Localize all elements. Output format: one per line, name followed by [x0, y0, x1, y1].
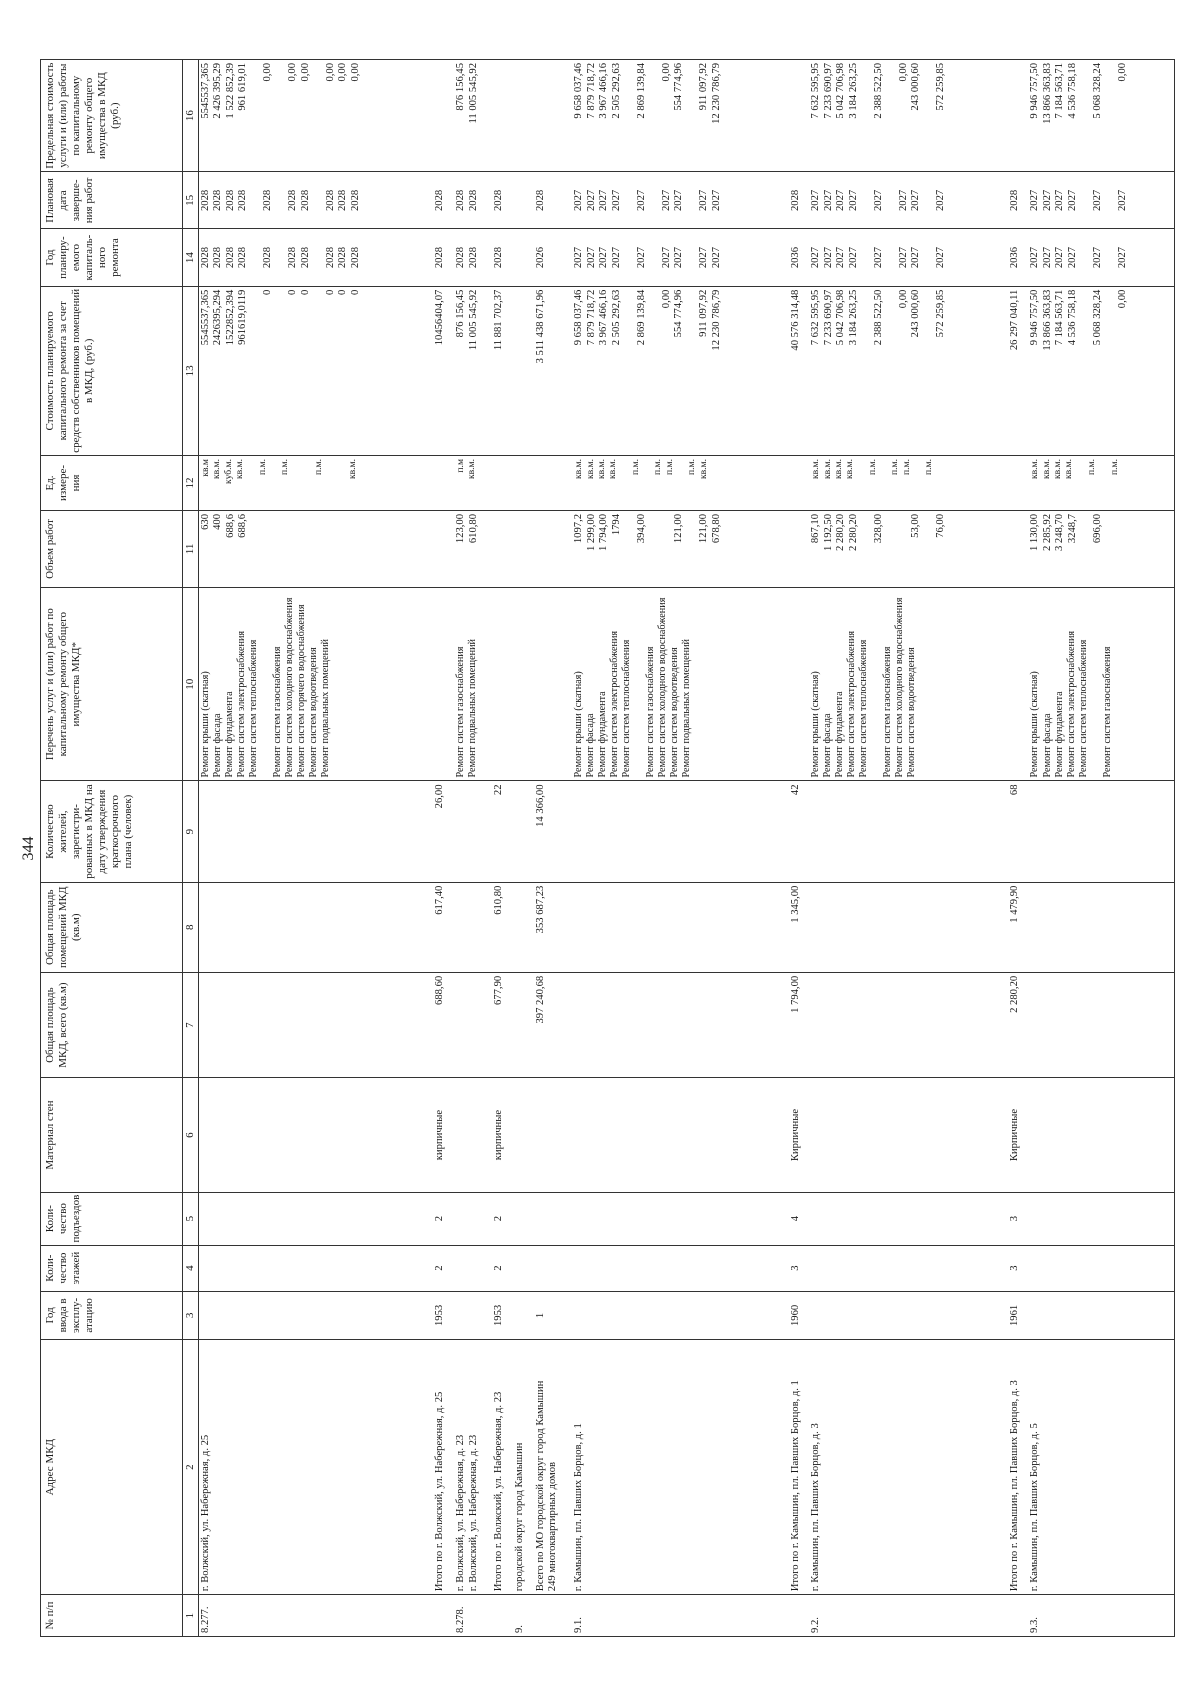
cost-cell	[513, 286, 534, 455]
column-number: 15	[183, 172, 199, 229]
commission-year-cell: 1960	[789, 1291, 810, 1339]
floors-cell	[198, 1245, 433, 1291]
commission-year-cell	[809, 1291, 1008, 1339]
cost-cell: 40 576 314,48	[789, 286, 810, 455]
table-body	[198, 60, 1174, 1637]
column-number: 6	[183, 1078, 199, 1192]
cost-cell: 7 632 595,95 7 233 690,97 5 042 706,98 3 184 263,25 2 388 522,50 0,00 243 000,60 572 259,85	[809, 286, 1008, 455]
entrances-cell	[454, 1192, 492, 1245]
completion-date-cell: 2027 2027 2027 2027 2027 2027 2027 2027 2027	[572, 172, 788, 229]
unit-cell: кв.м. кв.м. кв.м. кв.м. п.м. п.м.	[1028, 455, 1174, 510]
works-list-cell: Ремонт крыши (скатная) Ремонт фасада Ремонт фундамента Ремонт систем электроснабжения Ремонт систем теплоснабжения Ремонт систем газоснабжения Ремонт систем холодного водоснабжения Ремонт систем водоотведения Ремонт подвальных помещений	[572, 587, 788, 781]
premises-area-cell	[809, 882, 1008, 972]
header-cell: Предельная стоимость услуги и (или) работы по капитальному ремонту общего имущества в МКД (руб.)	[41, 60, 183, 172]
item-number-cell: 9.	[513, 1595, 534, 1637]
header-cell: Общая площадь помещений МКД (кв.м)	[41, 882, 183, 972]
completion-date-cell: 2028 2028 2028 2028 2028 2028 2028 2028 2028 2028	[198, 172, 433, 229]
work-volume-cell	[513, 510, 534, 587]
address-cell: Итого по г. Волжский, ул. Набережная, д. 23	[492, 1340, 513, 1595]
address-cell: Итого по г. Волжский, ул. Набережная, д. 25	[433, 1340, 454, 1595]
column-number: 7	[183, 972, 199, 1078]
residents-cell	[198, 781, 433, 882]
entrances-cell: 2	[433, 1192, 454, 1245]
column-number: 2	[183, 1340, 199, 1595]
premises-area-cell: 1 345,00	[789, 882, 810, 972]
unit-cell: п.м кв.м.	[454, 455, 492, 510]
total-area-cell: 688,60	[433, 972, 454, 1078]
header-cell: Адрес МКД	[41, 1340, 183, 1595]
residents-cell: 22	[492, 781, 513, 882]
item-number-cell	[492, 1595, 513, 1637]
header-cell: Ед. измере-ния	[41, 455, 183, 510]
completion-date-cell: 2028	[433, 172, 454, 229]
table-row	[572, 60, 788, 1637]
works-list-cell: Ремонт крыши (скатная) Ремонт фасада Ремонт фундамента Ремонт систем электроснабжения Ремонт систем теплоснабжения Ремонт систем газоснабжения	[1028, 587, 1174, 781]
completion-date-cell: 2028	[534, 172, 572, 229]
repair-year-cell: 2027 2027 2027 2027 2027 2027 2027 2027	[809, 229, 1008, 286]
unit-cell	[534, 455, 572, 510]
entrances-cell	[534, 1192, 572, 1245]
floors-cell	[809, 1245, 1008, 1291]
column-number: 5	[183, 1192, 199, 1245]
works-list-cell	[433, 587, 454, 781]
total-area-cell: 1 794,00	[789, 972, 810, 1078]
total-area-cell: 677,90	[492, 972, 513, 1078]
floors-cell: 3	[1008, 1245, 1029, 1291]
total-area-cell: 397 240,68	[534, 972, 572, 1078]
premises-area-cell: 1 479,90	[1008, 882, 1029, 972]
work-volume-cell: 123,00 610,80	[454, 510, 492, 587]
total-area-cell	[454, 972, 492, 1078]
address-cell: г. Камышин, пл. Павших Борцов, д. 3	[809, 1340, 1008, 1595]
floors-cell: 2	[433, 1245, 454, 1291]
unit-cell	[492, 455, 513, 510]
max-cost-cell: 9 658 037,46 7 879 718,72 3 967 466,16 2 505 292,63 2 869 139,84 0,00 554 774,96 911 097,92 12 230 786,79	[572, 60, 788, 172]
header-cell: № п/п	[41, 1595, 183, 1637]
floors-cell	[534, 1245, 572, 1291]
max-cost-cell	[513, 60, 534, 172]
header-cell: Стоимость планируемого капитального ремонта за счет средств собственников помещений в МКД, (руб.)	[41, 286, 183, 455]
work-volume-cell	[534, 510, 572, 587]
premises-area-cell: 353 687,23	[534, 882, 572, 972]
unit-cell: кв.м. кв.м. кв.м. кв.м. п.м. п.м. п.м. п.м. кв.м.	[572, 455, 788, 510]
commission-year-cell	[513, 1291, 534, 1339]
column-number: 16	[183, 60, 199, 172]
residents-cell	[513, 781, 534, 882]
works-list-cell: Ремонт крыши (скатная) Ремонт фасада Ремонт фундамента Ремонт систем электроснабжения Ремонт систем теплоснабжения Ремонт систем газоснабжения Ремонт систем холодного водоснабжения Ремонт систем водоотведения	[809, 587, 1008, 781]
wall-material-cell	[809, 1078, 1008, 1192]
header-cell: Коли-чество этажей	[41, 1245, 183, 1291]
works-list-cell	[492, 587, 513, 781]
total-area-cell	[198, 972, 433, 1078]
cost-cell: 26 297 040,11	[1008, 286, 1029, 455]
completion-date-cell: 2028	[1008, 172, 1029, 229]
cost-cell: 10456404,07	[433, 286, 454, 455]
max-cost-cell: 9 946 757,50 13 866 363,83 7 184 563,71 4 536 758,18 5 068 328,24 0,00	[1028, 60, 1174, 172]
works-list-cell	[1008, 587, 1029, 781]
cost-cell: 5545537,365 2426395,294 1522852,394 961619,0119 0 0 0 0 0 0	[198, 286, 433, 455]
entrances-cell	[1028, 1192, 1174, 1245]
item-number-cell	[433, 1595, 454, 1637]
max-cost-cell	[789, 60, 810, 172]
residents-cell	[1028, 781, 1174, 882]
works-list-cell	[513, 587, 534, 781]
repair-year-cell: 2027 2027 2027 2027 2027 2027 2027 2027 2027	[572, 229, 788, 286]
item-number-cell: 9.1.	[572, 1595, 788, 1637]
item-number-cell: 9.2.	[809, 1595, 1008, 1637]
completion-date-cell: 2027 2027 2027 2027 2027 2027	[1028, 172, 1174, 229]
repair-year-cell: 2036	[789, 229, 810, 286]
column-number: 14	[183, 229, 199, 286]
total-area-cell	[809, 972, 1008, 1078]
works-list-cell	[789, 587, 810, 781]
repair-year-cell: 2028 2028 2028 2028 2028 2028 2028 2028 2028 2028	[198, 229, 433, 286]
capital-repair-plan-table	[40, 59, 1175, 1637]
cost-cell: 11 881 702,37	[492, 286, 513, 455]
header-cell: Перечень услуг и (или) работ по капитальному ремонту общего имущества МКД*	[41, 587, 183, 781]
floors-cell: 3	[789, 1245, 810, 1291]
repair-year-cell	[513, 229, 534, 286]
unit-cell	[789, 455, 810, 510]
floors-cell	[454, 1245, 492, 1291]
entrances-cell	[809, 1192, 1008, 1245]
commission-year-cell: 1	[534, 1291, 572, 1339]
premises-area-cell	[572, 882, 788, 972]
wall-material-cell	[454, 1078, 492, 1192]
residents-cell: 42	[789, 781, 810, 882]
unit-cell	[513, 455, 534, 510]
wall-material-cell	[198, 1078, 433, 1192]
cost-cell: 9 658 037,46 7 879 718,72 3 967 466,16 2 505 292,63 2 869 139,84 0,00 554 774,96 911 097,92 12 230 786,79	[572, 286, 788, 455]
residents-cell	[454, 781, 492, 882]
wall-material-cell	[1028, 1078, 1174, 1192]
repair-year-cell: 2026	[534, 229, 572, 286]
residents-cell	[809, 781, 1008, 882]
completion-date-cell	[513, 172, 534, 229]
wall-material-cell	[513, 1078, 534, 1192]
address-cell: г. Камышин, пл. Павших Борцов, д. 1	[572, 1340, 788, 1595]
work-volume-cell	[1008, 510, 1029, 587]
commission-year-cell	[454, 1291, 492, 1339]
work-volume-cell	[492, 510, 513, 587]
completion-date-cell: 2027 2027 2027 2027 2027 2027 2027 2027	[809, 172, 1008, 229]
premises-area-cell	[454, 882, 492, 972]
repair-year-cell: 2027 2027 2027 2027 2027 2027	[1028, 229, 1174, 286]
max-cost-cell	[492, 60, 513, 172]
header-row	[41, 60, 183, 1637]
completion-date-cell: 2028	[492, 172, 513, 229]
entrances-cell	[572, 1192, 788, 1245]
residents-cell: 14 366,00	[534, 781, 572, 882]
unit-cell: кв.м. кв.м. кв.м. кв.м. п.м. п.м. п.м. п.м.	[809, 455, 1008, 510]
max-cost-cell: 7 632 595,95 7 233 690,97 5 042 706,98 3 184 263,25 2 388 522,50 0,00 243 000,60 572 259,85	[809, 60, 1008, 172]
column-number: 1	[183, 1595, 199, 1637]
max-cost-cell: 876 156,45 11 005 545,92	[454, 60, 492, 172]
table-row	[513, 60, 534, 1637]
item-number-cell: 8.278.	[454, 1595, 492, 1637]
wall-material-cell	[572, 1078, 788, 1192]
floors-cell: 2	[492, 1245, 513, 1291]
max-cost-cell	[534, 60, 572, 172]
table-row	[454, 60, 492, 1637]
premises-area-cell	[1028, 882, 1174, 972]
column-number: 9	[183, 781, 199, 882]
column-number: 11	[183, 510, 199, 587]
max-cost-cell: 5545537,365 2 426 395,29 1 522 852,39 961 619,01 0,00 0,00 0,00 0,00 0,00 0,00	[198, 60, 433, 172]
column-number: 12	[183, 455, 199, 510]
header-cell: Год ввода в эксплу-атацию	[41, 1291, 183, 1339]
wall-material-cell: Кирпичные	[789, 1078, 810, 1192]
column-number: 4	[183, 1245, 199, 1291]
table-row	[1028, 60, 1174, 1637]
floors-cell	[572, 1245, 788, 1291]
column-number: 8	[183, 882, 199, 972]
premises-area-cell: 617,40	[433, 882, 454, 972]
header-cell: Количество жителей, зарегистри-рованных в МКД на дату утверждения краткосрочного плана (человек)	[41, 781, 183, 882]
table-row	[492, 60, 513, 1637]
works-list-cell: Ремонт крыши (скатная) Ремонт фасада Ремонт фундамента Ремонт систем электроснабжения Ремонт систем теплоснабжения Ремонт систем газоснабжения Ремонт систем холодного водоснабжения Ремонт систем горячего водоснабжения Ремонт систем водоотведения Ремонт подвальных помещений	[198, 587, 433, 781]
premises-area-cell	[513, 882, 534, 972]
column-number-row	[183, 60, 199, 1637]
works-list-cell: Ремонт систем газоснабжения Ремонт подвальных помещений	[454, 587, 492, 781]
unit-cell	[433, 455, 454, 510]
address-cell: Всего по МО городской округ город Камышин 249 многоквартирных домов	[534, 1340, 572, 1595]
max-cost-cell	[1008, 60, 1029, 172]
item-number-cell: 9.3.	[1028, 1595, 1174, 1637]
entrances-cell	[198, 1192, 433, 1245]
header-cell: Коли-чество подъездов	[41, 1192, 183, 1245]
floors-cell	[513, 1245, 534, 1291]
address-cell: г. Волжский, ул. Набережная, д. 23 г. Волжский, ул. Набережная, д. 23	[454, 1340, 492, 1595]
work-volume-cell	[789, 510, 810, 587]
wall-material-cell: Кирпичные	[1008, 1078, 1029, 1192]
floors-cell	[1028, 1245, 1174, 1291]
header-cell: Материал стен	[41, 1078, 183, 1192]
header-cell: Объем работ	[41, 510, 183, 587]
repair-year-cell: 2028	[492, 229, 513, 286]
total-area-cell	[513, 972, 534, 1078]
address-cell: Итого по г. Камышин, пл. Павших Борцов, д. 3	[1008, 1340, 1029, 1595]
residents-cell	[572, 781, 788, 882]
column-number: 13	[183, 286, 199, 455]
item-number-cell	[534, 1595, 572, 1637]
max-cost-cell	[433, 60, 454, 172]
column-number: 10	[183, 587, 199, 781]
entrances-cell: 2	[492, 1192, 513, 1245]
works-list-cell	[534, 587, 572, 781]
work-volume-cell: 630 400 688,6 688,6	[198, 510, 433, 587]
address-cell: Итого по г. Камышин, пл. Павших Борцов, д. 1	[789, 1340, 810, 1595]
work-volume-cell: 1 130,00 2 285,92 3 248,70 3248,7 696,00	[1028, 510, 1174, 587]
premises-area-cell	[198, 882, 433, 972]
table-row	[534, 60, 572, 1637]
premises-area-cell: 610,80	[492, 882, 513, 972]
repair-year-cell: 2028	[433, 229, 454, 286]
address-cell: г. Волжский, ул. Набережная, д. 25	[198, 1340, 433, 1595]
repair-year-cell: 2028 2028	[454, 229, 492, 286]
entrances-cell	[513, 1192, 534, 1245]
table-row	[789, 60, 810, 1637]
completion-date-cell: 2028	[789, 172, 810, 229]
cost-cell: 9 946 757,50 13 866 363,83 7 184 563,71 4 536 758,18 5 068 328,24 0,00	[1028, 286, 1174, 455]
item-number-cell	[1008, 1595, 1029, 1637]
entrances-cell: 4	[789, 1192, 810, 1245]
commission-year-cell	[198, 1291, 433, 1339]
page-number: 344	[20, 836, 37, 861]
work-volume-cell: 1097,2 1 299,00 1 794,00 1794 394,00 121,00 121,00 678,80	[572, 510, 788, 587]
table-row	[198, 60, 433, 1637]
unit-cell	[1008, 455, 1029, 510]
commission-year-cell: 1953	[433, 1291, 454, 1339]
table-row	[809, 60, 1008, 1637]
total-area-cell	[1028, 972, 1174, 1078]
commission-year-cell: 1953	[492, 1291, 513, 1339]
wall-material-cell: кирпичные	[492, 1078, 513, 1192]
item-number-cell	[789, 1595, 810, 1637]
table-row	[1008, 60, 1029, 1637]
header-cell: Плановая дата заверше-ния работ	[41, 172, 183, 229]
residents-cell: 26,00	[433, 781, 454, 882]
table-row	[433, 60, 454, 1637]
total-area-cell	[572, 972, 788, 1078]
item-number-cell: 8.277.	[198, 1595, 433, 1637]
unit-cell: кв.м кв.м. куб.м. кв.м. п.м. п.м. п.м. кв.м.	[198, 455, 433, 510]
commission-year-cell	[1028, 1291, 1174, 1339]
work-volume-cell: 867,10 1 192,50 2 280,20 2 280,20 328,00 53,00 76,00	[809, 510, 1008, 587]
completion-date-cell: 2028 2028	[454, 172, 492, 229]
repair-year-cell: 2036	[1008, 229, 1029, 286]
wall-material-cell: кирпичные	[433, 1078, 454, 1192]
entrances-cell: 3	[1008, 1192, 1029, 1245]
commission-year-cell	[572, 1291, 788, 1339]
work-volume-cell	[433, 510, 454, 587]
cost-cell: 3 511 438 671,96	[534, 286, 572, 455]
address-cell: городской округ город Камышин	[513, 1340, 534, 1595]
residents-cell: 68	[1008, 781, 1029, 882]
total-area-cell: 2 280,20	[1008, 972, 1029, 1078]
wall-material-cell	[534, 1078, 572, 1192]
column-number: 3	[183, 1291, 199, 1339]
cost-cell: 876 156,45 11 005 545,92	[454, 286, 492, 455]
address-cell: г. Камышин, пл. Павших Борцов, д. 5	[1028, 1340, 1174, 1595]
header-cell: Год планиру-емого капиталь-ного ремонта	[41, 229, 183, 286]
header-cell: Общая площадь МКД, всего (кв.м)	[41, 972, 183, 1078]
commission-year-cell: 1961	[1008, 1291, 1029, 1339]
